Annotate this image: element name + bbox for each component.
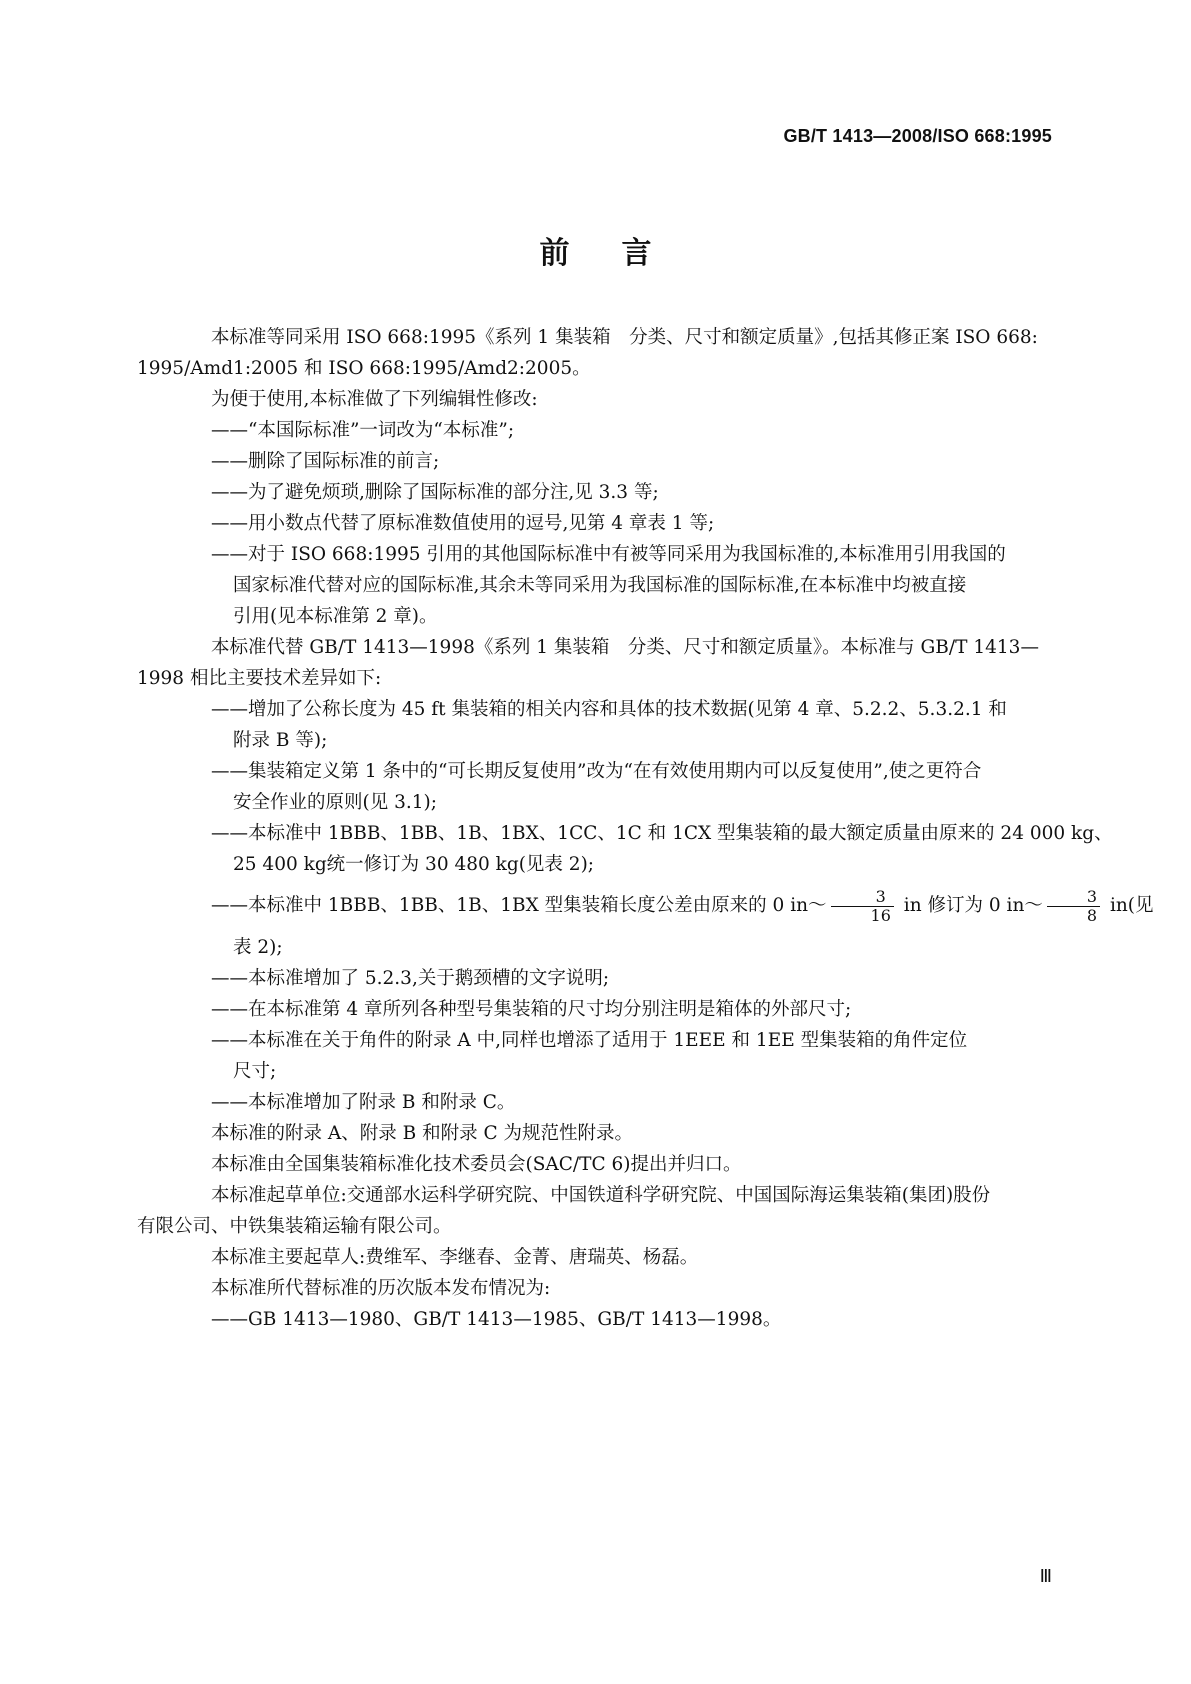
standard-number-header: GB/T 1413—2008/ISO 668:1995 <box>783 126 1052 146</box>
list-item-continuation: 国家标准代替对应的国际标准,其余未等同采用为我国标准的国际标准,在本标准中均被直接 <box>233 575 967 596</box>
list-item: ——本标准中 1BBB、1BB、1B、1BX、1CC、1C 和 1CX 型集装箱的最大额定质量由原来的 24 000 kg、 <box>211 823 1113 844</box>
list-item: ——为了避免烦琐,删除了国际标准的部分注,见 3.3 等; <box>211 482 659 503</box>
list-item: ——对于 ISO 668:1995 引用的其他国际标准中有被等同采用为我国标准的,本标准用引用我国的 <box>211 544 1006 565</box>
paragraph-line: 为便于使用,本标准做了下列编辑性修改: <box>211 389 538 410</box>
paragraph-line: 本标准起草单位:交通部水运科学研究院、中国铁道科学研究院、中国国际海运集装箱(集团)股份 <box>211 1185 991 1206</box>
paragraph-line: 本标准所代替标准的历次版本发布情况为: <box>211 1278 551 1299</box>
paragraph-line: 本标准代替 GB/T 1413—1998《系列 1 集装箱 分类、尺寸和额定质量》。本标准与 GB/T 1413— <box>211 637 1039 658</box>
list-item: ——删除了国际标准的前言; <box>211 451 440 472</box>
list-item: ——在本标准第 4 章所列各种型号集装箱的尺寸均分别注明是箱体的外部尺寸; <box>211 999 852 1020</box>
paragraph-line: 1995/Amd1:2005 和 ISO 668:1995/Amd2:2005。 <box>137 358 591 379</box>
foreword-body <box>137 322 1154 1335</box>
list-item-continuation: 安全作业的原则(见 3.1); <box>233 792 437 813</box>
text-run: ——本标准中 1BBB、1BB、1B、1BX 型集装箱长度公差由原来的 0 in～ <box>211 895 827 916</box>
list-item-continuation: 附录 B 等); <box>233 730 328 751</box>
fraction-numerator: 3 <box>1047 888 1100 907</box>
list-item-continuation: 25 400 kg统一修订为 30 480 kg(见表 2); <box>233 854 595 875</box>
list-item: ——本标准在关于角件的附录 A 中,同样也增添了适用于 1EEE 和 1EE 型集装箱的角件定位 <box>211 1030 968 1051</box>
paragraph-line: 本标准由全国集装箱标准化技术委员会(SAC/TC 6)提出并归口。 <box>211 1154 742 1175</box>
page-number: Ⅲ <box>1039 1566 1052 1586</box>
text-run: in(见 <box>1104 895 1154 916</box>
fraction-denominator: 16 <box>870 905 891 925</box>
fraction-denominator: 8 <box>1086 905 1098 925</box>
list-item: ——本标准增加了附录 B 和附录 C。 <box>211 1092 516 1113</box>
list-item-continuation: 尺寸; <box>233 1061 277 1082</box>
paragraph-line: 1998 相比主要技术差异如下: <box>137 668 382 689</box>
list-item: ——本标准增加了 5.2.3,关于鹅颈槽的文字说明; <box>211 968 610 989</box>
list-item-continuation: 引用(见本标准第 2 章)。 <box>233 606 438 627</box>
fraction-numerator: 3 <box>831 888 894 907</box>
list-item: ——“本国际标准”一词改为“本标准”; <box>211 420 515 441</box>
text-run: in 修订为 0 in～ <box>897 895 1043 916</box>
paragraph-line: 本标准的附录 A、附录 B 和附录 C 为规范性附录。 <box>211 1123 634 1144</box>
paragraph-line: 本标准等同采用 ISO 668:1995《系列 1 集装箱 分类、尺寸和额定质量》,包括其修正案 ISO 668: <box>211 327 1038 348</box>
list-item: ——GB 1413—1980、GB/T 1413—1985、GB/T 1413—1998。 <box>211 1309 782 1330</box>
title-char-1: 前 <box>539 236 570 271</box>
page-title <box>0 228 1191 272</box>
fraction <box>1047 888 1100 925</box>
list-item-with-fractions <box>174 884 1154 928</box>
paragraph-line: 有限公司、中铁集装箱运输有限公司。 <box>137 1216 452 1237</box>
list-item: ——增加了公称长度为 45 ft 集装箱的相关内容和具体的技术数据(见第 4 章、5.2.2、5.3.2.1 和 <box>211 699 1007 720</box>
paragraph-line: 本标准主要起草人:费维军、李继春、金菁、唐瑞英、杨磊。 <box>211 1247 699 1268</box>
title-char-2: 言 <box>621 236 652 271</box>
list-item: ——集装箱定义第 1 条中的“可长期反复使用”改为“在有效使用期内可以反复使用”,使之更符合 <box>211 761 982 782</box>
fraction <box>831 888 894 925</box>
list-item: ——用小数点代替了原标准数值使用的逗号,见第 4 章表 1 等; <box>211 513 715 534</box>
list-item-continuation: 表 2); <box>233 937 283 958</box>
